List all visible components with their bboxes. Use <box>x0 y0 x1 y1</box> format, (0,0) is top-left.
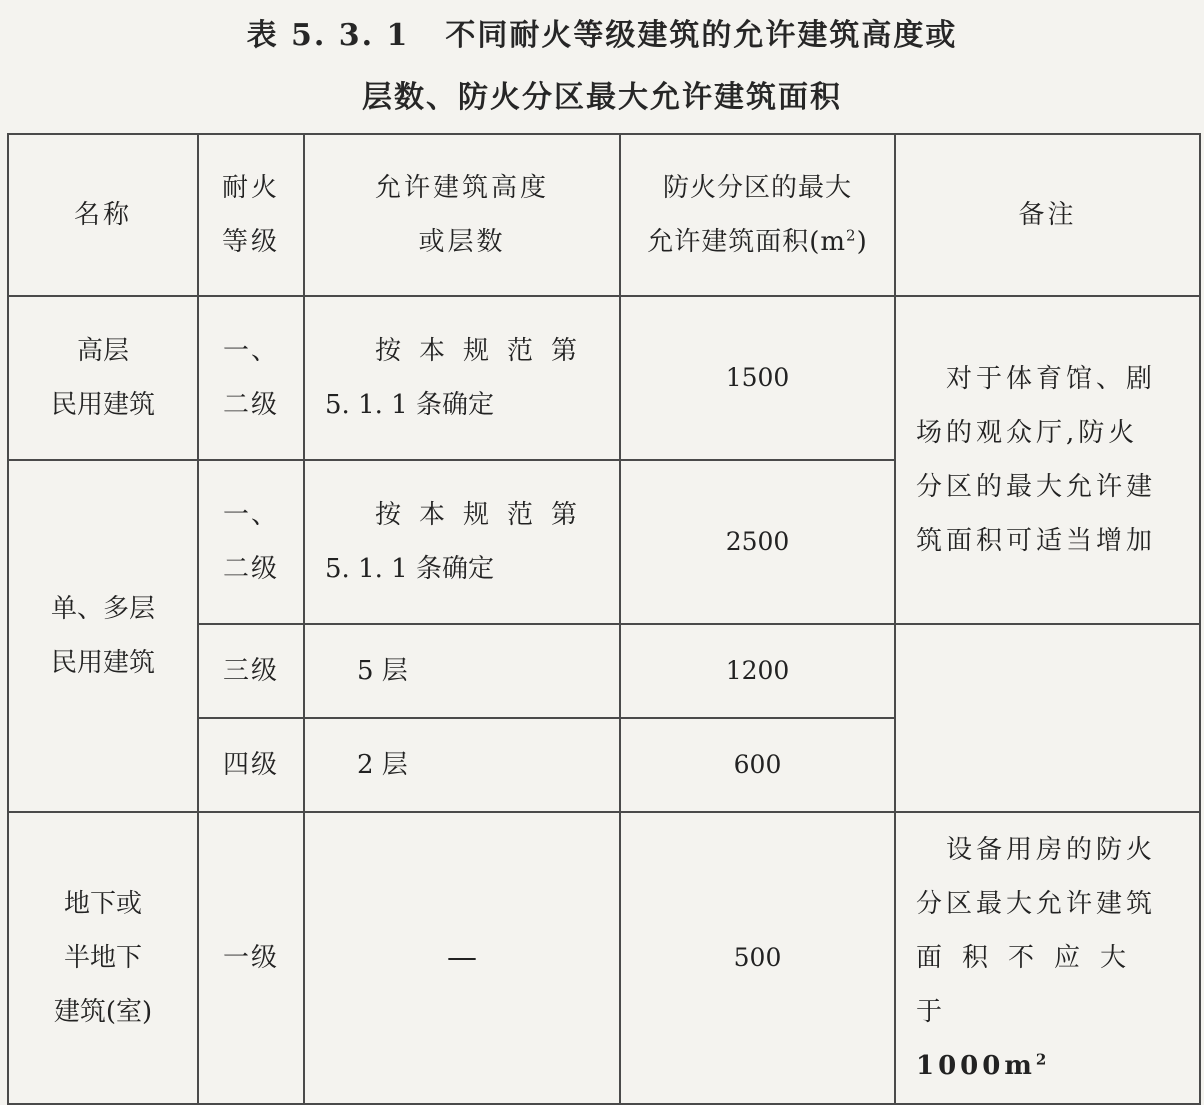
table-header-row <box>8 134 1200 296</box>
row-height: 按本规范第 5. 1. 1 条确定 <box>304 460 620 624</box>
row-area: 500 <box>620 812 895 1104</box>
row-area: 600 <box>620 718 895 812</box>
row-grade: 一级 <box>198 812 304 1104</box>
table-title-line2: 层数、防火分区最大允许建筑面积 <box>362 80 842 115</box>
note-cell-empty <box>895 624 1200 812</box>
header-height: 允许建筑高度 或层数 <box>304 134 620 296</box>
table-row <box>8 812 1200 1104</box>
table-title <box>0 10 1204 54</box>
row-height: 按本规范第 5. 1. 1 条确定 <box>304 296 620 460</box>
row-name-high-rise: 高层 民用建筑 <box>8 296 198 460</box>
fire-zone-table <box>7 133 1201 1105</box>
row-height: 5 层 <box>304 624 620 718</box>
row-grade: 三级 <box>198 624 304 718</box>
header-grade: 耐火 等级 <box>198 134 304 296</box>
table-title-line1: 不同耐火等级建筑的允许建筑高度或 <box>445 18 958 53</box>
row-grade: 四级 <box>198 718 304 812</box>
header-name: 名称 <box>8 134 198 296</box>
row-area: 2500 <box>620 460 895 624</box>
row-area: 1200 <box>620 624 895 718</box>
header-area: 防火分区的最大 允许建筑面积$(m^2)$ <box>620 134 895 296</box>
row-name-multi-storey: 单、多层 民用建筑 <box>8 460 198 812</box>
row-height: 2 层 <box>304 718 620 812</box>
row-area: 1500 <box>620 296 895 460</box>
header-note: 备注 <box>895 134 1200 296</box>
row-name-underground: 地下或 半地下 建筑(室) <box>8 812 198 1104</box>
row-grade: 一、 二级 <box>198 296 304 460</box>
note-cell-equipment-room: 设备用房的防火 分区最大允许建筑 面积不应大于 $1000m^2$ <box>895 812 1200 1104</box>
row-grade: 一、 二级 <box>198 460 304 624</box>
note-cell-auditorium: 对于体育馆、剧 场的观众厅,防火 分区的最大允许建 筑面积可适当增加 <box>895 296 1200 624</box>
table-row <box>8 296 1200 460</box>
row-height: — <box>304 812 620 1104</box>
table-number: 表 5. 3. 1 <box>246 18 410 53</box>
